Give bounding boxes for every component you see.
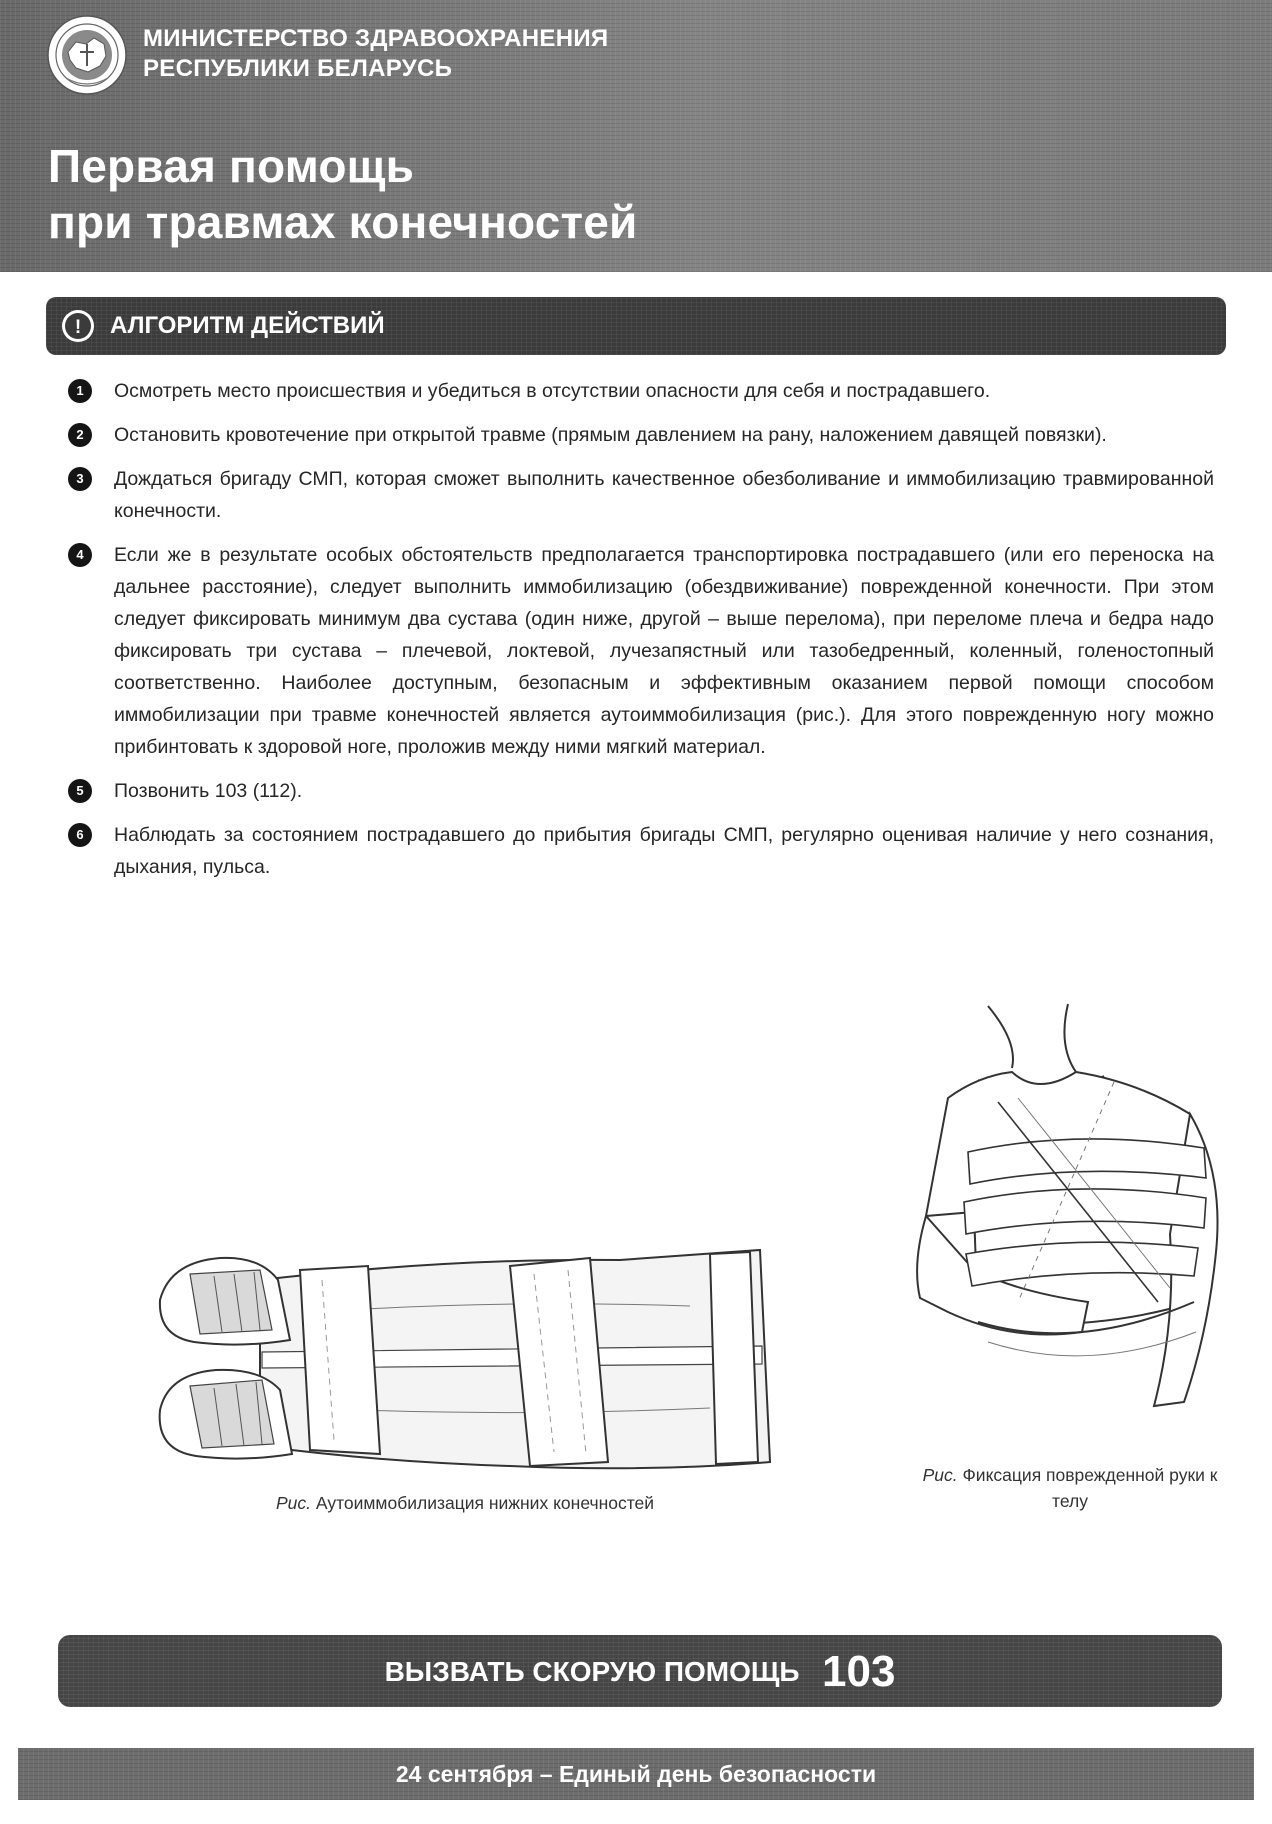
step-item — [64, 375, 1214, 407]
exclamation-circle-icon — [60, 308, 96, 344]
ambulance-number: 103 — [822, 1647, 896, 1696]
step-number-badge: 4 — [68, 543, 92, 567]
step-text: Дождаться бригаду СМП, которая сможет выполнить качественное обезболивание и иммобилизацию травмированной конечности. — [114, 468, 1214, 522]
call-ambulance-label: ВЫЗВАТЬ СКОРУЮ ПОМОЩЬ — [384, 1656, 800, 1687]
arm-figure-caption — [905, 1462, 1235, 1514]
header-banner — [0, 0, 1272, 272]
ministry-line-2: РЕСПУБЛИКИ БЕЛАРУСЬ — [143, 55, 453, 82]
step-text: Осмотреть место происшествия и убедиться в отсутствии опасности для себя и пострадавшего. — [114, 380, 991, 402]
ministry-emblem-icon — [46, 14, 128, 96]
step-item — [64, 775, 1214, 807]
ministry-line-1: МИНИСТЕРСТВО ЗДРАВООХРАНЕНИЯ — [143, 25, 609, 52]
algorithm-section-bar — [46, 297, 1226, 355]
section-title: АЛГОРИТМ ДЕЙСТВИЙ — [110, 312, 385, 339]
page-title-line-1: Первая помощь — [48, 140, 415, 192]
figure-prefix: Рис. — [275, 1493, 311, 1513]
footer-banner — [18, 1748, 1254, 1800]
step-number-badge: 6 — [68, 823, 92, 847]
arm-caption-text: Фиксация поврежденной руки к телу — [962, 1465, 1218, 1511]
header-top-strip — [0, 0, 1272, 110]
ministry-name — [143, 24, 608, 84]
legs-caption-text: Аутоиммобилизация нижних конечностей — [315, 1493, 655, 1513]
step-number-badge: 2 — [68, 423, 92, 447]
step-number-badge: 5 — [68, 779, 92, 803]
step-text: Позвонить 103 (112). — [114, 780, 303, 802]
step-item — [64, 819, 1214, 883]
svg-text:!: ! — [74, 317, 82, 338]
legs-figure-caption — [200, 1490, 730, 1516]
step-text: Остановить кровотечение при открытой травме (прямым давлением на рану, наложением давящей повязки). — [114, 424, 1107, 446]
step-item — [64, 463, 1214, 527]
figure-prefix: Рис. — [922, 1465, 958, 1485]
step-text: Наблюдать за состоянием пострадавшего до прибытия бригады СМП, регулярно оценивая наличие у него сознания, дыхания, пульса. — [114, 824, 1214, 878]
arm-fixation-illustration — [908, 1002, 1224, 1472]
step-item — [64, 419, 1214, 451]
step-number-badge: 1 — [68, 379, 92, 403]
step-text: Если же в результате особых обстоятельств предполагается транспортировка пострадавшего (или его переноска на дальнее расстояние), следует выполнить иммобилизацию (обездвиживание) поврежденной конечности. При этом следует фиксировать минимум два сустава (один ниже, другой – выше перелома), при переломе плеча и бедра надо фиксировать три сустава – плечевой, локтевой, лучезапястный или тазобедренный, коленный, голеностопный соответственно. Наиболее доступным, безопасным и эффективным оказанием первой помощи способом иммобилизации при травме конечностей является аутоиммобилизация (рис.). Для этого поврежденную ногу можно прибинтовать к здоровой ноге, проложив между ними мягкий материал. — [114, 544, 1214, 758]
page-title-line-2: при травмах конечностей — [48, 196, 638, 248]
step-number-badge: 3 — [68, 467, 92, 491]
footer-text: 24 сентября – Единый день безопасности — [395, 1761, 877, 1787]
steps-list — [64, 375, 1214, 895]
legs-immobilization-illustration — [150, 1240, 780, 1480]
call-ambulance-bar — [58, 1635, 1222, 1707]
step-item — [64, 539, 1214, 763]
call-bar-content — [58, 1647, 1222, 1697]
page-title — [48, 138, 637, 250]
